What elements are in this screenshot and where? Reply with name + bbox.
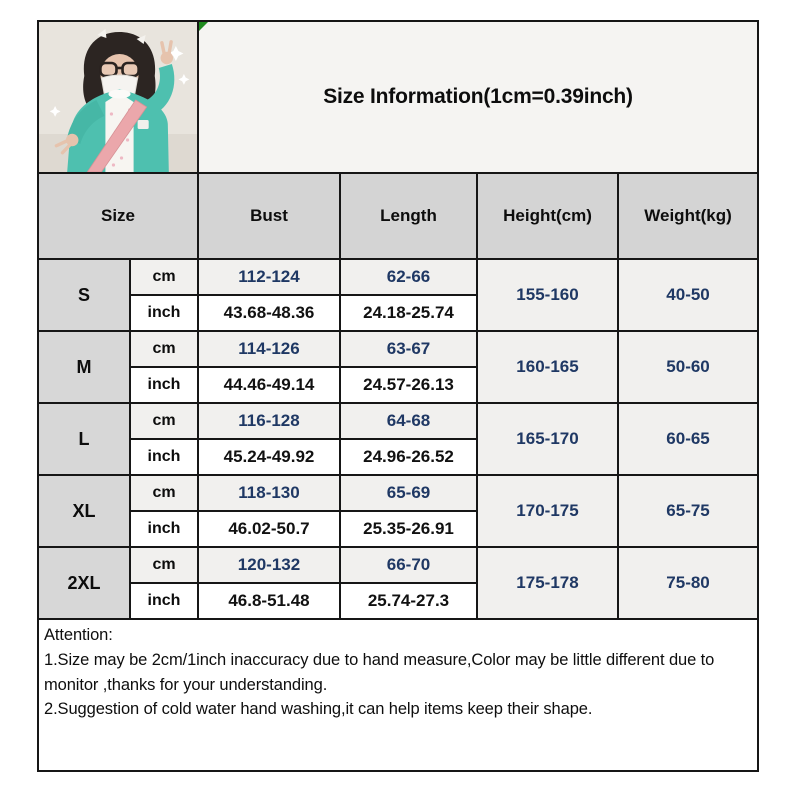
bust-inch-value: 43.68-48.36	[198, 295, 340, 331]
attention-note	[38, 619, 758, 771]
unit-label-cm: cm	[130, 259, 198, 295]
height-value: 155-160	[477, 259, 618, 331]
length-inch-value: 24.96-26.52	[340, 439, 477, 475]
unit-label-inch: inch	[130, 583, 198, 619]
bust-inch-value: 45.24-49.92	[198, 439, 340, 475]
size-label-s: S	[38, 259, 130, 331]
unit-label-inch: inch	[130, 439, 198, 475]
size-label-m: M	[38, 331, 130, 403]
length-cm-value: 66-70	[340, 547, 477, 583]
table-row	[38, 331, 758, 367]
length-cm-value: 64-68	[340, 403, 477, 439]
table-row	[38, 475, 758, 511]
bust-cm-value: 116-128	[198, 403, 340, 439]
length-inch-value: 25.35-26.91	[340, 511, 477, 547]
weight-value: 40-50	[618, 259, 758, 331]
col-header-size: Size	[38, 173, 198, 259]
attention-line-2: 2.Suggestion of cold water hand washing,it can help items keep their shape.	[44, 700, 593, 719]
unit-label-cm: cm	[130, 547, 198, 583]
unit-label-cm: cm	[130, 475, 198, 511]
weight-value: 65-75	[618, 475, 758, 547]
bust-cm-value: 114-126	[198, 331, 340, 367]
bust-cm-value: 120-132	[198, 547, 340, 583]
table-row	[38, 403, 758, 439]
size-label-l: L	[38, 403, 130, 475]
length-inch-value: 24.57-26.13	[340, 367, 477, 403]
table-title-cell	[198, 21, 758, 173]
bust-inch-value: 44.46-49.14	[198, 367, 340, 403]
weight-value: 50-60	[618, 331, 758, 403]
model-photo	[38, 21, 198, 173]
length-inch-value: 24.18-25.74	[340, 295, 477, 331]
page-title: Size Information(1cm=0.39inch)	[323, 85, 633, 108]
weight-value: 75-80	[618, 547, 758, 619]
col-header-bust: Bust	[198, 173, 340, 259]
cell-comment-marker-icon	[199, 22, 208, 31]
length-cm-value: 63-67	[340, 331, 477, 367]
unit-label-inch: inch	[130, 295, 198, 331]
unit-label-cm: cm	[130, 331, 198, 367]
bust-cm-value: 112-124	[198, 259, 340, 295]
height-value: 175-178	[477, 547, 618, 619]
height-value: 165-170	[477, 403, 618, 475]
col-header-weight: Weight(kg)	[618, 173, 758, 259]
col-header-length: Length	[340, 173, 477, 259]
length-inch-value: 25.74-27.3	[340, 583, 477, 619]
height-value: 170-175	[477, 475, 618, 547]
col-header-height: Height(cm)	[477, 173, 618, 259]
height-value: 160-165	[477, 331, 618, 403]
bust-inch-value: 46.02-50.7	[198, 511, 340, 547]
bust-cm-value: 118-130	[198, 475, 340, 511]
unit-label-inch: inch	[130, 511, 198, 547]
unit-label-cm: cm	[130, 403, 198, 439]
unit-label-inch: inch	[130, 367, 198, 403]
attention-heading: Attention:	[44, 626, 113, 644]
size-label-xl: XL	[38, 475, 130, 547]
length-cm-value: 62-66	[340, 259, 477, 295]
table-row	[38, 547, 758, 583]
size-chart-sheet	[37, 20, 757, 772]
weight-value: 60-65	[618, 403, 758, 475]
table-row	[38, 259, 758, 295]
model-photo-illustration	[39, 22, 197, 172]
size-label-2xl: 2XL	[38, 547, 130, 619]
size-table	[37, 20, 759, 772]
bust-inch-value: 46.8-51.48	[198, 583, 340, 619]
attention-line-1: 1.Size may be 2cm/1inch inaccuracy due to hand measure,Color may be little different due to monitor ,thanks for your understanding.	[44, 650, 715, 694]
length-cm-value: 65-69	[340, 475, 477, 511]
